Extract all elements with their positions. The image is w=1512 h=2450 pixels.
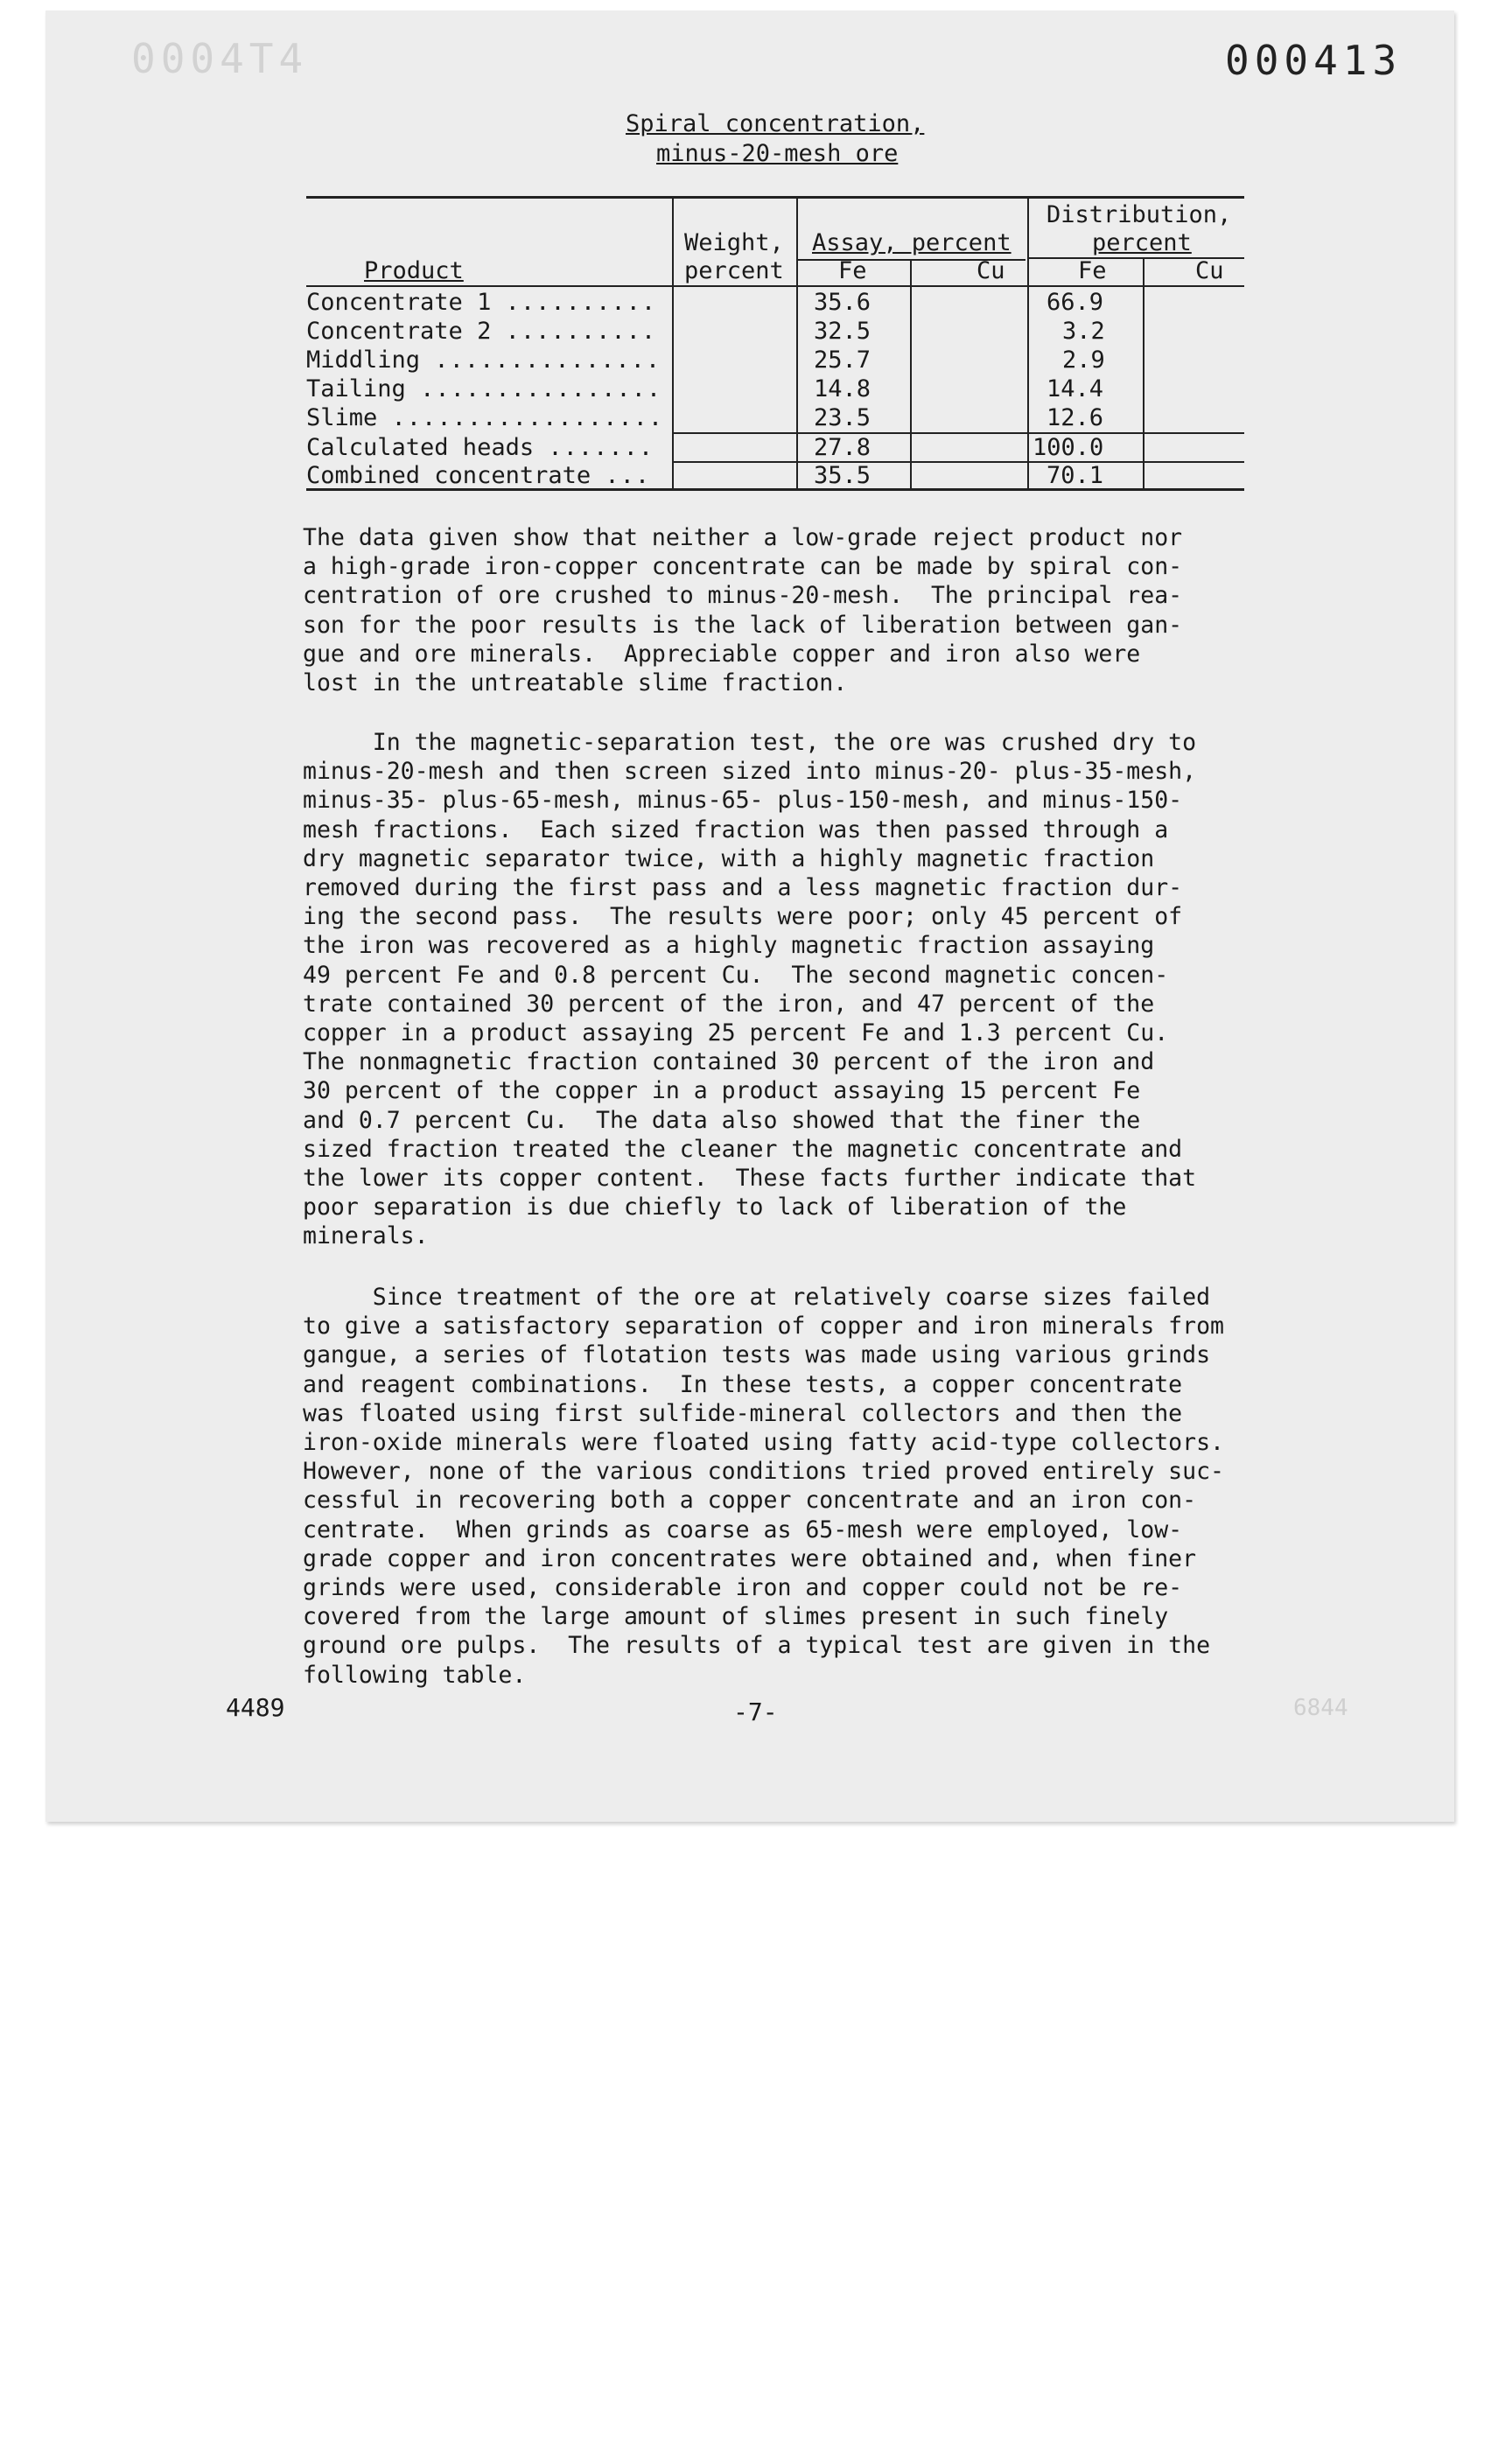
leader-dots: .......... xyxy=(505,318,657,345)
assay-fe-value: 35.6 xyxy=(814,289,872,316)
col-rule-weight xyxy=(672,197,674,489)
leader-dots: .................. xyxy=(391,404,664,431)
leader-dots: .......... xyxy=(505,289,657,316)
paragraph-magnetic-separation: In the magnetic-separation test, the ore was crushed dry to minus-20-mesh and then screen sized into minus-20- plus-35-mesh, minus-35- plus-65-mesh, minus-65- plus-150-mesh, and minus-150- mesh fractions. Each sized fraction was then passed through a dry magnetic separator twice, with a highly magnetic fraction removed during the first pass and a less magnetic fraction dur- ing the second pass. The results were poor; only 45 percent of the iron was recovered as a highly magnetic fraction assaying 49 percent Fe and 0.8 percent Cu. The second magnetic concen- trate contained 30 percent of the iron, and 47 percent of the copper in a product assaying 25 percent Fe and 1.3 percent Cu. The nonmagnetic fraction contained 30 percent of the iron and 30 percent of the copper in a product assaying 15 percent Fe and 0.7 percent Cu. The data also showed that the finer the sized fraction treated the cleaner the magnetic concentrate and the lower its copper content. These facts further indicate that poor separation is due chiefly to lack of liberation of the minerals. xyxy=(303,729,1197,1250)
leader-dots: ... xyxy=(605,462,651,489)
dist-fe-value: 100.0 xyxy=(1032,434,1104,461)
header-bottom-rule xyxy=(306,285,1244,287)
assay-fe-value: 25.7 xyxy=(814,346,872,374)
header-weight: Weight, xyxy=(684,229,784,256)
paragraph-spiral-results: The data given show that neither a low-grade reject product nor a high-grade iron-copper concentrate can be made by spiral con- centration of ore crushed to minus-20-mesh. The principal rea- son for the poor results is the lack of liberation between gan- gue and ore minerals. Appreciable copper and iron also were lost in the untreatable slime fraction. xyxy=(303,524,1183,697)
totals-top-rule xyxy=(672,432,1244,434)
assay-fe-value: 32.5 xyxy=(814,318,872,345)
dist-fe-value: 2.9 xyxy=(1062,346,1105,374)
header-assay: Assay, percent xyxy=(812,229,1012,256)
assay-fe-value: 35.5 xyxy=(814,462,872,489)
footer-page-number: -7- xyxy=(733,1698,778,1726)
footer-code: 4489 xyxy=(226,1693,285,1722)
combined-top-rule xyxy=(672,461,1244,463)
product-name: Slime xyxy=(306,404,378,431)
assay-fe-value: 23.5 xyxy=(814,404,872,431)
header-dist-cu: Cu xyxy=(1195,257,1224,284)
col-rule-cu xyxy=(910,261,912,489)
leader-dots: ................ xyxy=(420,375,662,402)
dist-fe-value: 70.1 xyxy=(1046,462,1104,489)
header-distribution-percent: percent xyxy=(1092,229,1192,256)
product-name: Concentrate 2 xyxy=(306,318,492,345)
product-name: Tailing xyxy=(306,375,406,402)
product-name: Middling xyxy=(306,346,421,374)
header-dist-fe: Fe xyxy=(1078,257,1107,284)
product-name: Combined concentrate xyxy=(306,462,592,489)
ghost-page-number: 0004T4 xyxy=(131,35,309,82)
dist-fe-value: 14.4 xyxy=(1046,375,1104,402)
paragraph-flotation-tests: Since treatment of the ore at relatively coarse sizes failed to give a satisfactory separation of copper and iron minerals from gangue, a series of flotation tests was made using various grinds and reagent combinations. In these tests, a copper concentrate was floated using first sulfide-mineral collectors and then the iron-oxide minerals were floated using fatty acid-type collectors. However, none of the various conditions tried proved entirely suc- cessful in recovering both a copper concentrate and an iron con- centrate. When grinds as coarse as 65-mesh were employed, low- grade copper and iron concentrates were obtained and, when finer grinds were used, considerable iron and copper could not be re- covered from the large amount of slimes present in such finely ground ore pulps. The results of a typical test are given in the following table. xyxy=(303,1284,1224,1689)
col-rule-dist xyxy=(1027,197,1029,489)
header-assay-cu: Cu xyxy=(976,257,1005,284)
header-weight-percent: percent xyxy=(684,257,784,284)
dist-fe-value: 3.2 xyxy=(1062,318,1105,345)
col-rule-dist-cu xyxy=(1143,259,1144,489)
dist-fe-value: 66.9 xyxy=(1046,289,1104,316)
table-subtitle: minus-20-mesh ore xyxy=(656,140,899,167)
header-distribution: Distribution, xyxy=(1046,201,1232,228)
product-name: Calculated heads xyxy=(306,434,535,461)
leader-dots: ....... xyxy=(548,434,654,461)
footer-ghost-code: 6844 xyxy=(1293,1695,1348,1721)
assay-fe-value: 27.8 xyxy=(814,434,872,461)
table-title: Spiral concentration, xyxy=(626,110,925,137)
dist-fe-value: 12.6 xyxy=(1046,404,1104,431)
header-assay-fe: Fe xyxy=(838,257,867,284)
product-name: Concentrate 1 xyxy=(306,289,492,316)
leader-dots: ............... xyxy=(434,346,662,374)
table-top-rule xyxy=(306,196,1244,199)
header-product: Product xyxy=(364,257,464,284)
page-number: 000413 xyxy=(1225,37,1403,84)
col-rule-assay xyxy=(796,197,798,489)
assay-fe-value: 14.8 xyxy=(814,375,872,402)
